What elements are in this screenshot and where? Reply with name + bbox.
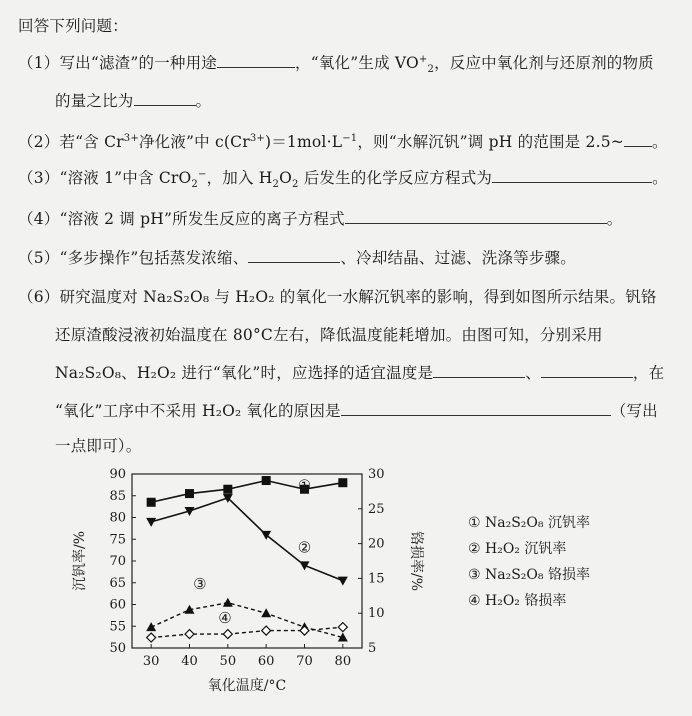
- left-axis-label: 沉钒率/%: [72, 530, 88, 592]
- q3-text-d: 后发生的化学反应方程式为: [298, 169, 493, 187]
- data-point-triangle-down: [338, 577, 348, 586]
- q5-text-b: 、冷却结晶、过滤、洗涤等步骤。: [340, 249, 576, 267]
- q1-text-d: 的量之比为: [55, 92, 134, 110]
- series-line-3: [151, 603, 343, 638]
- plot-frame: [132, 474, 362, 648]
- left-tick-label: 50: [109, 641, 126, 656]
- q2-text-c: )＝1mol·L: [264, 133, 343, 151]
- q6-blank-temp-2[interactable]: [541, 362, 633, 379]
- q1-sub: 2: [427, 64, 435, 76]
- data-point-triangle: [146, 622, 156, 631]
- q5-blank-step[interactable]: [248, 247, 340, 264]
- x-tick-label: 70: [296, 654, 313, 669]
- x-tick-label: 60: [257, 654, 275, 669]
- left-tick-label: 60: [109, 597, 126, 613]
- legend-item: ① Na₂S₂O₈ 沉钒率: [468, 515, 590, 531]
- q3-sub-c: 2: [292, 179, 299, 191]
- data-point-square: [338, 478, 347, 487]
- q1-text-e: 。: [195, 92, 212, 110]
- q3-text-c: O: [279, 169, 292, 187]
- q1-text-c: ，反应中氧化剂与还原剂的物质: [434, 54, 654, 72]
- data-point-square: [262, 476, 271, 485]
- q3-blank-equation[interactable]: [492, 167, 652, 184]
- data-point-square: [223, 485, 232, 494]
- chart-container: [60, 462, 480, 712]
- right-axis-label: 铬损率/%: [408, 530, 424, 592]
- data-point-diamond: [147, 633, 156, 642]
- question-6-line-3: [55, 361, 664, 383]
- q2-text-d: ，则“水解沉钒”调 pH 的范围是 2.5~: [357, 133, 624, 151]
- q3-text-e: 。: [652, 169, 668, 187]
- x-tick-label: 80: [334, 654, 352, 669]
- data-point-diamond: [185, 630, 194, 639]
- q6-text-3a: Na₂S₂O₈、H₂O₂ 进行“氧化”时，应选择的适宜温度是: [55, 364, 434, 382]
- question-1-line-1: [18, 51, 654, 75]
- left-tick-label: 80: [109, 510, 126, 526]
- right-tick-label: 15: [368, 571, 385, 587]
- q6-text-3b: 、: [525, 364, 541, 382]
- data-point-triangle: [223, 598, 233, 607]
- left-tick-label: 90: [109, 467, 126, 482]
- series-line-4: [151, 627, 343, 637]
- legend-item: ③ Na₂S₂O₈ 铬损率: [468, 567, 590, 583]
- right-tick-label: 30: [368, 467, 385, 482]
- q1-blank-ratio[interactable]: [134, 90, 196, 107]
- question-5-line: [18, 246, 576, 268]
- right-tick-label: 10: [368, 606, 385, 622]
- q2-sup-a: 3+: [123, 132, 139, 144]
- series-line-2: [151, 498, 343, 581]
- x-tick-label: 40: [181, 654, 198, 669]
- data-point-square: [147, 498, 156, 507]
- data-point-diamond: [223, 630, 232, 639]
- x-tick-label: 50: [219, 654, 237, 669]
- data-point-square: [185, 489, 194, 498]
- line-chart: [60, 462, 480, 712]
- data-point-triangle: [261, 608, 271, 617]
- q4-text-e: 。: [606, 210, 623, 228]
- series-label-1: ①: [297, 476, 312, 495]
- question-6-line-5: 一点即可）。: [55, 437, 142, 455]
- question-2-line: [18, 130, 668, 152]
- data-point-triangle-down: [146, 518, 156, 527]
- legend-item: ④ H₂O₂ 铬损率: [468, 593, 567, 609]
- q6-text-3c: ，在: [632, 364, 665, 382]
- q3-sub-a: 2: [191, 179, 198, 191]
- series-label-3: ③: [193, 574, 207, 593]
- left-tick-label: 75: [109, 532, 126, 548]
- q3-sub-b: 2: [272, 179, 280, 191]
- left-tick-label: 55: [109, 619, 126, 635]
- q2-text-b: 净化液”中 c(Cr: [138, 133, 250, 151]
- intro-text: 回答下列问题：: [18, 17, 128, 35]
- series-line-1: [151, 481, 343, 503]
- data-point-diamond: [338, 623, 347, 632]
- left-tick-label: 70: [109, 554, 126, 569]
- left-tick-label: 65: [109, 575, 126, 591]
- question-1-line-2: [55, 89, 211, 111]
- q6-blank-temp-1[interactable]: [433, 362, 525, 379]
- legend-item: ② H₂O₂ 沉钒率: [468, 541, 567, 557]
- q1-sup: +: [418, 53, 428, 65]
- question-6-line-4: [55, 399, 658, 421]
- question-6-line-1: （6）研究温度对 Na₂S₂O₈ 与 H₂O₂ 的氧化一水解沉钒率的影响，得到如图所示结果。钒铬: [18, 288, 657, 306]
- q1-text-b: ，“氧化”生成 VO: [295, 54, 419, 72]
- q2-sup-b: 3+: [249, 132, 265, 144]
- series-label-4: ④: [218, 608, 232, 627]
- q5-text-a: （5）“多步操作”包括蒸发浓缩、: [18, 249, 249, 267]
- q4-text-a: （4）“溶液 2 调 pH”所发生反应的离子方程式: [18, 210, 345, 228]
- x-axis-label: 氧化温度/°C: [207, 678, 287, 694]
- q6-text-4a: “氧化”工序中不采用 H₂O₂ 氧化的原因是: [55, 402, 341, 420]
- q2-text-e: 。: [651, 133, 668, 151]
- q1-blank-use[interactable]: [217, 52, 295, 69]
- left-tick-label: 85: [109, 488, 126, 504]
- q2-blank-ph[interactable]: [624, 131, 652, 148]
- q3-text-b: ，加入 H: [206, 169, 273, 187]
- question-3-line: [18, 166, 668, 190]
- question-6-line-2: 还原渣酸浸液初始温度在 80°C左右，降低温度能耗增加。由图可知，分别采用: [55, 326, 603, 344]
- right-tick-label: 25: [368, 501, 385, 517]
- q6-text-4b: （写出: [610, 402, 658, 420]
- q3-text-a: （3）“溶液 1”中含 CrO: [18, 169, 192, 187]
- q2-sup-c: −1: [342, 132, 358, 144]
- q6-blank-reason[interactable]: [341, 400, 611, 417]
- series-label-2: ②: [297, 538, 312, 557]
- x-tick-label: 30: [142, 654, 160, 669]
- q3-sup-a: −: [197, 168, 207, 180]
- right-tick-label: 5: [368, 641, 377, 656]
- q2-text-a: （2）若“含 Cr: [18, 133, 124, 151]
- chart-legend: [468, 510, 590, 614]
- right-tick-label: 20: [368, 536, 385, 552]
- data-point-diamond: [262, 626, 271, 635]
- data-point-triangle-down: [300, 561, 310, 570]
- q4-blank-equation[interactable]: [345, 208, 607, 225]
- q1-text-a: （1）写出“滤渣”的一种用途: [18, 54, 218, 72]
- question-4-line: [18, 207, 623, 229]
